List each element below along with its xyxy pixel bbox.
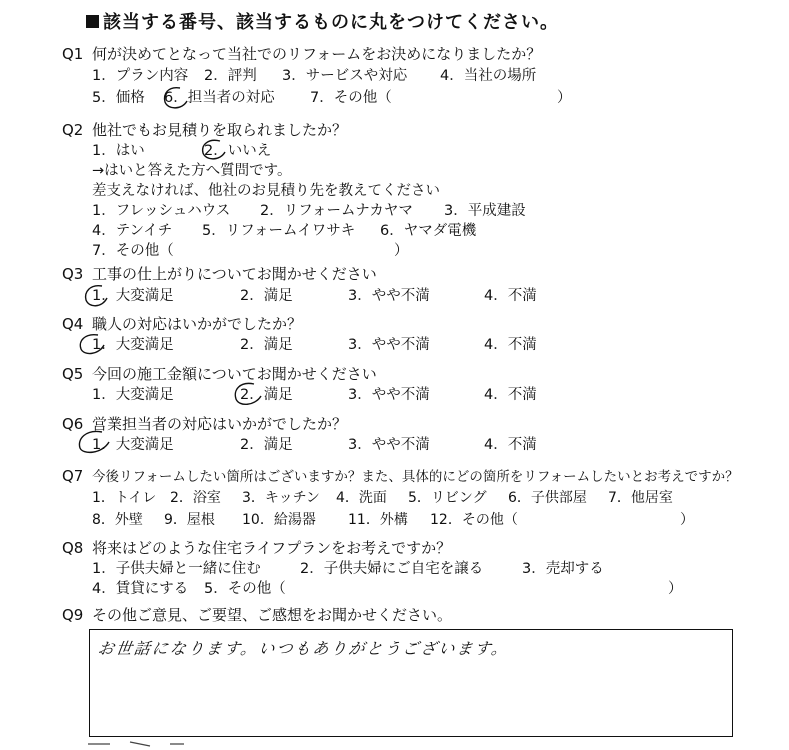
question-9 bbox=[62, 605, 452, 625]
q2-option-yes[interactable]: 1．はい bbox=[92, 143, 145, 159]
q7-option-5[interactable]: 5．リビング bbox=[408, 490, 487, 506]
question-3 bbox=[62, 264, 377, 284]
question-number: Q4 bbox=[62, 315, 84, 333]
q2-company-1[interactable]: 1．フレッシュハウス bbox=[92, 203, 231, 219]
q8-option-2[interactable]: 2．子供夫婦にご自宅を譲る bbox=[300, 561, 484, 577]
q1-option-4[interactable]: 4．当社の場所 bbox=[440, 68, 537, 84]
q7-option-6[interactable]: 6．子供部屋 bbox=[508, 490, 587, 506]
question-text: その他ご意見、ご要望、ご感想をお聞かせください。 bbox=[92, 606, 453, 624]
q3-option-4[interactable]: 4．不満 bbox=[484, 288, 537, 304]
q1-option-3[interactable]: 3．サービスや対応 bbox=[282, 68, 408, 84]
question-number: Q7 bbox=[62, 467, 84, 485]
q8-option-5[interactable]: 5．その他（ bbox=[204, 581, 286, 597]
q7-option-1[interactable]: 1．トイレ bbox=[92, 490, 157, 506]
question-text: 今回の施工金額についてお聞かせください bbox=[92, 365, 377, 383]
q5-answer-circle bbox=[230, 379, 266, 409]
q5-option-3[interactable]: 3．やや不満 bbox=[348, 387, 430, 403]
q7-option-2[interactable]: 2．浴室 bbox=[170, 490, 221, 506]
q2-note-1: →はいと答えた方へ質問です。 bbox=[92, 163, 292, 179]
q6-option-3[interactable]: 3．やや不満 bbox=[348, 437, 430, 453]
q2-company-3[interactable]: 3．平成建設 bbox=[444, 203, 526, 219]
q7-option-12[interactable]: 12．その他（ bbox=[430, 512, 518, 528]
q3-option-3[interactable]: 3．やや不満 bbox=[348, 288, 430, 304]
q2-company-4[interactable]: 4．テンイチ bbox=[92, 223, 173, 239]
q5-option-4[interactable]: 4．不満 bbox=[484, 387, 537, 403]
question-number: Q6 bbox=[62, 415, 84, 433]
question-number: Q8 bbox=[62, 539, 84, 557]
q1-close-paren: ） bbox=[557, 90, 572, 106]
q6-option-1[interactable]: 1．大変満足 bbox=[92, 437, 174, 453]
handwritten-comment: お世話になります。いつもありがとうございます。 bbox=[96, 639, 511, 658]
q8-close-paren: ） bbox=[668, 581, 683, 597]
q3-option-1[interactable]: 1．大変満足 bbox=[92, 288, 174, 304]
q4-option-2[interactable]: 2．満足 bbox=[240, 337, 293, 353]
instructions-header: 該当する番号、該当するものに丸をつけてください。 bbox=[86, 8, 559, 34]
question-number: Q5 bbox=[62, 365, 84, 383]
q8-option-4[interactable]: 4．賃貸にする bbox=[92, 581, 189, 597]
q7-option-4[interactable]: 4．洗面 bbox=[336, 490, 387, 506]
question-text: 営業担当者の対応はいかがでしたか？ bbox=[92, 415, 348, 433]
question-text: 職人の対応はいかがでしたか？ bbox=[92, 315, 303, 333]
q7-option-11[interactable]: 11．外構 bbox=[348, 512, 408, 528]
question-number: Q2 bbox=[62, 121, 84, 139]
q1-option-7[interactable]: 7．その他（ bbox=[310, 90, 392, 106]
question-7 bbox=[62, 466, 739, 487]
q3-option-2[interactable]: 2．満足 bbox=[240, 288, 293, 304]
q1-option-1[interactable]: 1．プラン内容 bbox=[92, 68, 189, 84]
q2-note-2: 差支えなければ、他社のお見積り先を教えてください bbox=[92, 183, 440, 199]
q6-option-4[interactable]: 4．不満 bbox=[484, 437, 537, 453]
q5-option-1[interactable]: 1．大変満足 bbox=[92, 387, 174, 403]
q7-option-9[interactable]: 9．屋根 bbox=[164, 512, 215, 528]
question-1 bbox=[62, 44, 541, 64]
question-number: Q3 bbox=[62, 265, 84, 283]
q8-option-3[interactable]: 3．売却する bbox=[522, 561, 604, 577]
question-text: 将来はどのような住宅ライフプランをお考えですか？ bbox=[92, 539, 452, 557]
q5-option-2[interactable]: 2．満足 bbox=[240, 387, 293, 403]
question-text: 今後リフォームしたい箇所はございますか？また、具体的にどの箇所をリフォームしたいとお考えですか？ bbox=[92, 469, 739, 485]
q2-company-2[interactable]: 2．リフォームナカヤマ bbox=[260, 203, 413, 219]
q4-option-1[interactable]: 1．大変満足 bbox=[92, 337, 174, 353]
q4-option-3[interactable]: 3．やや不満 bbox=[348, 337, 430, 353]
q7-option-10[interactable]: 10．給湯器 bbox=[242, 512, 316, 528]
scan-edge-marks bbox=[0, 738, 789, 750]
q2-company-7[interactable]: 7．その他（ bbox=[92, 243, 174, 259]
q7-option-3[interactable]: 3．キッチン bbox=[242, 490, 320, 506]
q2-close-paren: ） bbox=[394, 243, 409, 259]
question-number: Q1 bbox=[62, 45, 84, 63]
question-8 bbox=[62, 538, 451, 558]
q8-option-1[interactable]: 1．子供夫婦と一緒に住む bbox=[92, 561, 261, 577]
q7-option-7[interactable]: 7．他居室 bbox=[608, 490, 673, 506]
q2-company-5[interactable]: 5．リフォームイワサキ bbox=[202, 223, 356, 239]
q1-answer-circle bbox=[160, 84, 192, 112]
q7-close-paren: ） bbox=[680, 512, 694, 528]
question-5 bbox=[62, 364, 377, 384]
question-text: 工事の仕上がりについてお聞かせください bbox=[92, 265, 377, 283]
q2-company-6[interactable]: 6．ヤマダ電機 bbox=[380, 223, 477, 239]
q4-answer-circle bbox=[76, 330, 110, 358]
q1-option-2[interactable]: 2．評判 bbox=[204, 68, 257, 84]
q3-answer-circle bbox=[82, 282, 112, 310]
q2-option-no[interactable]: 2．いいえ bbox=[204, 143, 272, 159]
q6-answer-circle bbox=[74, 427, 114, 457]
q6-option-2[interactable]: 2．満足 bbox=[240, 437, 293, 453]
q2-answer-circle bbox=[198, 136, 230, 164]
q7-option-8[interactable]: 8．外壁 bbox=[92, 512, 143, 528]
q1-option-6[interactable]: 6．担当者の対応 bbox=[164, 90, 275, 106]
question-number: Q9 bbox=[62, 606, 84, 624]
square-bullet-icon bbox=[86, 15, 99, 28]
question-text: 他社でもお見積りを取られましたか？ bbox=[92, 121, 348, 139]
q1-option-5[interactable]: 5．価格 bbox=[92, 90, 145, 106]
q4-option-4[interactable]: 4．不満 bbox=[484, 337, 537, 353]
question-text: 何が決めてとなって当社でのリフォームをお決めになりましたか？ bbox=[92, 45, 542, 63]
